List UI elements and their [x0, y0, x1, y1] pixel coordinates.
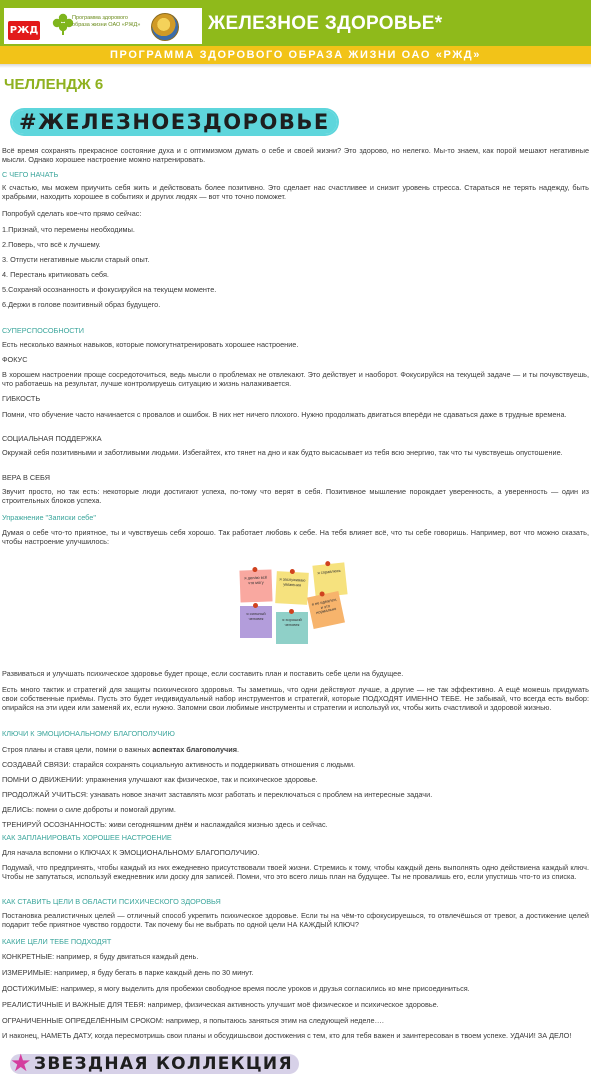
pin-icon: [289, 609, 294, 614]
pin-icon: [325, 561, 330, 566]
intro-paragraph: Всё время сохранять прекрасное состояние духа и с оптимизмом думать о себе и своей жизни? Это здорово, но нелегко. Мы-то знаем, как порой мешают негативные мысли. Однако хорошее настроение можно натренировать.: [2, 146, 589, 165]
subtitle-text: ПРОГРАММА ЗДОРОВОГО ОБРАЗА ЖИЗНИ ОАО «РЖД»: [110, 49, 481, 61]
plan-lead: Для начала вспомни о КЛЮЧАХ К ЭМОЦИОНАЛЬНОМУ БЛАГОПОЛУЧИЮ.: [2, 848, 260, 857]
footer-banner: [10, 1052, 299, 1078]
list-item: 3. Отпусти негативные мысли старый опыт.: [2, 255, 150, 264]
list-item: КОНКРЕТНЫЕ: например, я буду двигаться каждый день.: [2, 952, 199, 961]
page-title: ЖЕЛЕЗНОЕ ЗДОРОВЬЕ*: [208, 13, 443, 34]
sticky-note: я справлюсь: [312, 562, 347, 597]
medal-icon: [151, 13, 179, 41]
list-item: 6.Держи в голове позитивный образ будущего.: [2, 300, 161, 309]
try-paragraph: Попробуй сделать кое-что прямо сейчас:: [2, 209, 142, 218]
list-item: ДЕЛИСЬ: помни о силе доброты и помогай другим.: [2, 805, 176, 814]
plan-paragraph: Подумай, что предпринять, чтобы каждый из них ежедневно присутствовали твоей жизни. Стремись к тому, чтобы каждый день выполнять одно действиена каждый ключ. Чтобы не запутаться, используй ежедневник или доску для записей. Помни, что это всего лишь план на будущее. Ты не провалишь его, если упустишь что-то из списка.: [2, 863, 589, 882]
flex-title: ГИБКОСТЬ: [2, 394, 41, 403]
challenge-title: ЧЕЛЛЕНДЖ 6: [4, 76, 104, 93]
program-logo-text: Программа здорового образа жизни ОАО «РЖД»: [72, 15, 141, 28]
list-item: ТРЕНИРУЙ ОСОЗНАННОСТЬ: живи сегодняшним днём и наслаждайся жизнью здесь и сейчас.: [2, 820, 328, 829]
subtitle-banner: [0, 46, 591, 64]
pin-icon: [290, 569, 295, 574]
tactics-paragraph: Есть много тактик и стратегий для защиты психического здоровья. Ты заметишь, что одни действуют лучше, а другие — не так эффективно. А ещё можешь придумать свои собственные приёмы. Пусть это будет индивидуальный набор инструментов и стратегий, которые ПОДХОДЯТ ИМЕННО ТЕБЕ. Не забывай, что всегда есть выбор: опирайся на эти идеи или заменяй их, если нужно. Запомни свои любимые инструменты и стратегии и используй их, чтобы жить счастливой и здоровой жизнью.: [2, 685, 589, 713]
closing-paragraph: И наконец, НАМЕТЬ ДАТУ, когда пересмотришь свои планы и обсудишьсвои достижения с тем, кто для тебя важен и заинтересован в твоем успехе. УДАЧИ! ЗА ДЕЛО!: [2, 1031, 572, 1040]
list-item: СОЗДАВАЙ СВЯЗИ: старайся сохранять социальную активность и поддерживать отношения с людьми.: [2, 760, 356, 769]
list-item: ПРОДОЛЖАЙ УЧИТЬСЯ: узнавать новое значит заставлять мозг работать и переключаться с проблем на интересные задачи.: [2, 790, 433, 799]
header-banner: [0, 0, 591, 46]
list-item: ПОМНИ О ДВИЖЕНИИ: упражнения улучшают как физическое, так и психическое здоровье.: [2, 775, 318, 784]
list-item: 2.Поверь, что всё к лучшему.: [2, 240, 101, 249]
pin-icon: [253, 603, 258, 608]
focus-paragraph: В хорошем настроении проще сосредоточиться, ведь мысли о проблемах не отвлекают. Это действует и наоборот. Фокусируйся на текущей задаче — и ты почувствуешь, что работаешь на результат, лучше контролируешь ситуацию и жизнь налаживается.: [2, 370, 589, 389]
list-item: ДОСТИЖИМЫЕ: например, я могу выделить для пробежки свободное время после уроков и друзья согласились ко мне присоединиться.: [2, 984, 470, 993]
rzd-logo-icon: РЖД: [8, 21, 40, 40]
sticky-note: я заслуживаю уважения: [275, 571, 309, 605]
focus-title: ФОКУС: [2, 355, 28, 364]
exercise-heading: Упражнение "Записки себе": [2, 513, 96, 522]
section-heading-plan: КАК ЗАПЛАНИРОВАТЬ ХОРОШЕЕ НАСТРОЕНИЕ: [2, 833, 172, 842]
exercise-paragraph: Думая о себе что-то приятное, ты и чувствуешь себя хорошо. Так работает любовь к себе. На тебя влияет всё, что ты себе говоришь. Например, вот что можно сказать, чтобы настроение улучшилось:: [2, 528, 589, 547]
list-item: 5.Сохраняй осознанность и фокусируйся на текущем моменте.: [2, 285, 217, 294]
list-item: РЕАЛИСТИЧНЫЕ И ВАЖНЫЕ ДЛЯ ТЕБЯ: например, физическая активность улучшит моё физическое и психическое здоровье.: [2, 1000, 439, 1009]
footer-title: ЗВЕЗДНАЯ КОЛЛЕКЦИЯ: [10, 1054, 299, 1074]
section-heading-which-goals: КАКИЕ ЦЕЛИ ТЕБЕ ПОДХОДЯТ: [2, 937, 112, 946]
flex-paragraph: Помни, что обучение часто начинается с провалов и ошибок. В них нет ничего плохого. Нужно продолжать двигаться вперёди не сдаваться даже в трудные времена.: [2, 410, 567, 419]
clover-icon: [52, 12, 74, 36]
faith-title: ВЕРА В СЕБЯ: [2, 473, 51, 482]
divider: [0, 64, 591, 68]
star-icon: ★: [10, 1050, 32, 1077]
faith-paragraph: Звучит просто, но так есть: некоторые люди достигают успеха, по-тому что верят в себя. Позитивное мышление порождает уверенность, а уверенность — один из строительных блоков успеха.: [2, 487, 589, 506]
sticky-note: я сильный человек: [240, 606, 272, 638]
social-paragraph: Окружай себя позитивными и заботливыми людьми. Избегайтех, кто тянет на дно и как будто высасывает из тебя всю энергию, так что ты чувствуешь опустошение.: [2, 448, 563, 457]
section-heading-superpowers: СУПЕРСПОСОБНОСТИ: [2, 326, 84, 335]
hashtag-text: #ЖЕЛЕЗНОЕЗДОРОВЬЕ: [12, 110, 337, 134]
section-heading-goals: КАК СТАВИТЬ ЦЕЛИ В ОБЛАСТИ ПСИХИЧЕСКОГО ЗДОРОВЬЯ: [2, 897, 221, 906]
develop-paragraph: Развиваться и улучшать психическое здоровье будет проще, если составить план и поставить себе цели на будущее.: [2, 669, 404, 678]
hashtag-banner: [12, 108, 337, 136]
list-item: ИЗМЕРИМЫЕ: например, я буду бегать в парке каждый день по 30 минут.: [2, 968, 254, 977]
goals-paragraph: Постановка реалистичных целей — отличный способ укрепить психическое здоровье. Если ты на чём-то сфокусируешься, то отвлечёшься от тревог, а достижение целей подарит тебе приятное чувство гордости. Так почему бы не выбрать по одной цели НА КАЖДЫЙ КЛЮЧ?: [2, 911, 589, 930]
list-item: 1.Признай, что перемены необходимы.: [2, 225, 135, 234]
list-item: 4. Перестань критиковать себя.: [2, 270, 109, 279]
sticky-notes-illustration: [236, 562, 356, 654]
section-heading-keys: КЛЮЧИ К ЭМОЦИОНАЛЬНОМУ БЛАГОПОЛУЧИЮ: [2, 729, 175, 738]
sticky-note: я делаю всё что могу: [239, 569, 272, 602]
list-item: ОГРАНИЧЕННЫЕ ОПРЕДЕЛЁННЫМ СРОКОМ: например, я попытаюсь заняться этим на следующей неделе….: [2, 1016, 384, 1025]
sticky-note: я не идеален, и это нормально: [307, 591, 345, 629]
keys-lead: Строя планы и ставя цели, помни о важных аспектах благополучия.: [2, 745, 240, 754]
superpowers-paragraph: Есть несколько важных навыков, которые помогутнатренировать хорошее настроение.: [2, 340, 299, 349]
pin-icon: [252, 567, 257, 572]
pin-icon: [319, 591, 325, 597]
partner-logos: [4, 8, 202, 44]
sticky-note: я хороший человек: [276, 612, 308, 644]
start-paragraph: К счастью, мы можем приучить себя жить и действовать более позитивно. Это сделает нас счастливее и снизит уровень стресса. Стараться не терять надежду, быть храбрыми, находить хорошее в событиях и других людях — вот что точно поможет.: [2, 183, 589, 202]
section-heading-start: С ЧЕГО НАЧАТЬ: [2, 170, 59, 179]
social-title: СОЦИАЛЬНАЯ ПОДДЕРЖКА: [2, 434, 102, 443]
